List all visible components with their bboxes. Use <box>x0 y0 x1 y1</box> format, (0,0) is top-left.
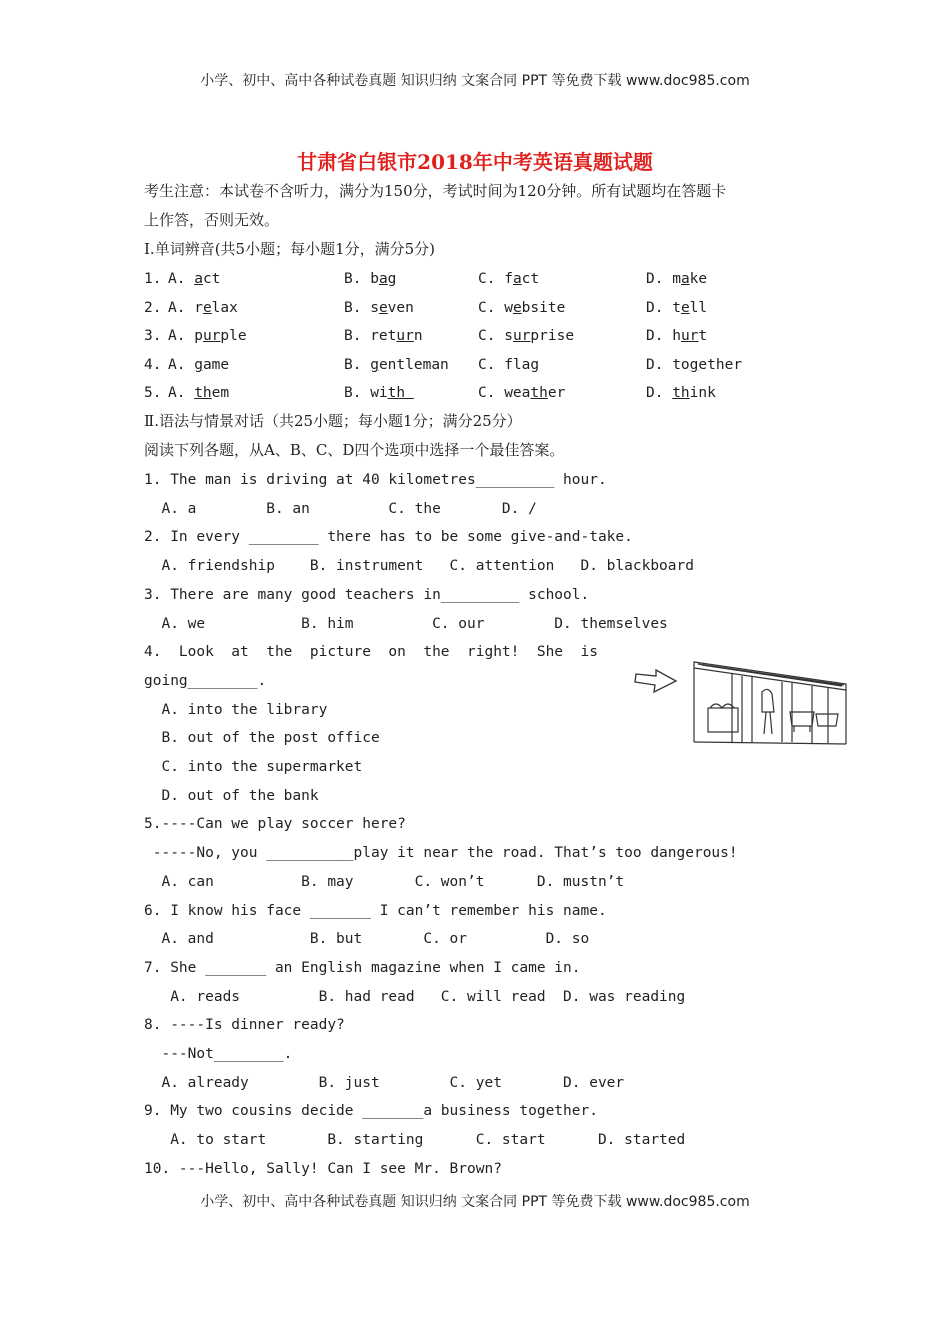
underlined-letters: th <box>194 385 212 402</box>
word-suffix: ll <box>689 299 708 316</box>
question-line: -----No, you __________play it near the road. That’s too dangerous! <box>144 845 738 862</box>
question-line: A. we B. him C. our D. themselves <box>144 615 668 632</box>
word-suffix: ke <box>689 271 708 287</box>
option-letter: A. <box>168 299 195 316</box>
underlined-letters: e <box>512 299 522 316</box>
word-prefix: m <box>672 271 681 287</box>
question-line: 10. ---Hello, Sally! Can I see Mr. Brown? <box>144 1160 502 1177</box>
option-letter: C. <box>478 385 505 402</box>
underlined-letters: ur <box>202 328 221 345</box>
underlined-letters: e <box>378 299 388 316</box>
page-header: 小学、初中、高中各种试卷真题 知识归纳 文案合同 PPT 等免费下载 www.doc985.com <box>200 73 750 89</box>
word-suffix: ven <box>387 299 414 316</box>
question-number: 3. <box>144 328 162 345</box>
word-suffix: n <box>413 328 423 345</box>
word-prefix: s <box>370 299 379 316</box>
question-line: 1. The man is driving at 40 kilometres_________ hour. <box>144 472 607 488</box>
word-option <box>168 327 247 345</box>
option-letter: A. <box>168 356 195 373</box>
word-prefix: fla <box>504 356 531 373</box>
option-letter: B. <box>344 271 371 287</box>
question-line: A. a B. an C. the D. / <box>144 500 537 517</box>
underlined-letters: g <box>530 356 540 373</box>
question-line: A. can B. may C. won’t D. mustn’t <box>144 873 625 890</box>
option-letter: D. <box>646 356 673 373</box>
storefront-picture <box>632 652 848 748</box>
word-option <box>646 384 716 402</box>
word-option <box>168 384 229 402</box>
word-suffix: entleman <box>378 356 449 373</box>
question-line: A. to start B. starting C. start D. started <box>144 1132 686 1149</box>
arrow-icon <box>635 670 676 692</box>
underlined-letters: e <box>680 299 690 316</box>
underlined-letters: e <box>202 299 212 316</box>
word-option <box>344 327 423 345</box>
word-suffix: bsite <box>521 299 566 316</box>
option-letter: D. <box>646 328 673 345</box>
underlined-letters: ur <box>512 328 531 345</box>
option-letter: C. <box>478 328 505 345</box>
word-option <box>478 270 539 288</box>
question-number: 2. <box>144 299 162 316</box>
option-letter: A. <box>168 385 195 402</box>
question-line: 4. Look at the picture on the right! She is <box>144 644 598 661</box>
question-line: 8. ----Is dinner ready? <box>144 1017 345 1034</box>
option-letter: B. <box>344 385 371 402</box>
word-option <box>478 356 539 374</box>
word-option <box>344 384 414 402</box>
word-suffix: em <box>211 385 230 402</box>
word-option <box>646 327 707 345</box>
word-prefix: wea <box>504 385 531 402</box>
underlined-letters: a <box>194 271 203 287</box>
word-prefix: w <box>504 299 513 316</box>
word-option <box>478 299 565 317</box>
option-letter: C. <box>478 271 505 287</box>
question-line: 3. There are many good teachers in_________ school. <box>144 586 590 603</box>
notice-line-2: 上作答，否则无效。 <box>144 211 280 229</box>
question-line: C. into the supermarket <box>144 759 363 775</box>
underlined-letters: th <box>387 385 414 402</box>
word-prefix: t <box>672 299 681 316</box>
word-option <box>478 384 565 402</box>
underlined-letters: th <box>672 385 690 402</box>
section2-heading: Ⅱ.语法与情景对话（共25小题；每小题1分；满分25分） <box>144 412 522 430</box>
word-suffix: prise <box>530 328 575 345</box>
word-suffix: g <box>387 271 397 287</box>
underlined-letters: g <box>194 356 203 373</box>
word-prefix: h <box>672 328 681 345</box>
word-prefix: f <box>504 271 513 287</box>
word-suffix: ink <box>689 385 716 402</box>
word-suffix: ame <box>202 356 230 373</box>
word-option <box>646 270 707 288</box>
word-prefix: to <box>672 356 690 373</box>
word-prefix: b <box>370 271 379 287</box>
exam-title: 甘肃省白银市2018年中考英语真题试题 <box>297 150 653 174</box>
question-line: A. into the library <box>144 701 328 718</box>
question-line: 7. She _______ an English magazine when I came in. <box>144 959 581 976</box>
option-letter: A. <box>168 271 195 287</box>
word-option <box>344 270 396 288</box>
option-letter: C. <box>478 299 505 316</box>
option-letter: D. <box>646 385 673 402</box>
question-line: ---Not________. <box>144 1046 293 1062</box>
word-option <box>344 299 414 317</box>
word-suffix: ether <box>698 356 743 373</box>
underlined-letters: a <box>680 271 690 287</box>
option-letter: B. <box>344 299 371 316</box>
question-line: 6. I know his face _______ I can’t remember his name. <box>144 902 607 919</box>
underlined-letters: th <box>530 385 548 402</box>
word-suffix: er <box>547 385 566 402</box>
word-prefix: wi <box>370 385 388 402</box>
question-number: 5. <box>144 385 162 402</box>
word-suffix: ct <box>202 271 221 287</box>
question-line: 2. In every ________ there has to be some give-and-take. <box>144 529 633 546</box>
question-line: B. out of the post office <box>144 730 380 747</box>
word-option <box>478 327 574 345</box>
underlined-letters: g <box>689 356 699 373</box>
word-prefix: ret <box>370 328 397 345</box>
shop-building <box>694 662 846 744</box>
word-suffix: ple <box>220 328 247 345</box>
question-number: 1. <box>144 271 162 287</box>
word-prefix: s <box>504 328 513 345</box>
underlined-letters: g <box>370 356 379 373</box>
option-letter: C. <box>478 356 505 373</box>
question-line: D. out of the bank <box>144 787 319 804</box>
word-suffix: lax <box>211 299 238 316</box>
option-letter: B. <box>344 328 371 345</box>
underlined-letters: ur <box>680 328 699 345</box>
question-line: going________. <box>144 672 267 689</box>
section2-instruction: 阅读下列各题，从A、B、C、D四个选项中选择一个最佳答案。 <box>144 441 565 459</box>
question-number: 4. <box>144 356 162 373</box>
word-option <box>344 356 449 374</box>
word-option <box>168 270 220 288</box>
word-suffix: t <box>698 328 708 345</box>
question-line: 9. My two cousins decide _______a business together. <box>144 1103 598 1120</box>
word-option <box>646 299 707 317</box>
word-suffix: ct <box>521 271 540 287</box>
question-line: A. and B. but C. or D. so <box>144 931 590 948</box>
option-letter: B. <box>344 356 371 373</box>
word-option <box>646 356 742 374</box>
underlined-letters: a <box>378 271 388 287</box>
option-letter: A. <box>168 328 195 345</box>
question-line: A. reads B. had read C. will read D. was reading <box>144 988 686 1005</box>
question-line: A. friendship B. instrument C. attention D. blackboard <box>144 558 694 575</box>
word-prefix: p <box>194 328 203 345</box>
word-option <box>168 356 229 374</box>
option-letter: D. <box>646 299 673 316</box>
underlined-letters: a <box>512 271 522 287</box>
question-line: A. already B. just C. yet D. ever <box>144 1074 625 1091</box>
section1-heading: I.单词辨音(共5小题；每小题1分，满分5分) <box>144 240 436 258</box>
word-option <box>168 299 238 317</box>
page-footer: 小学、初中、高中各种试卷真题 知识归纳 文案合同 PPT 等免费下载 www.doc985.com <box>200 1194 750 1210</box>
question-line: 5.----Can we play soccer here? <box>144 816 406 833</box>
underlined-letters: ur <box>396 328 414 345</box>
notice-line-1: 考生注意：本试卷不含听力，满分为150分，考试时间为120分钟。所有试题均在答题卡 <box>144 182 727 200</box>
option-letter: D. <box>646 271 673 287</box>
word-prefix: r <box>194 299 203 316</box>
